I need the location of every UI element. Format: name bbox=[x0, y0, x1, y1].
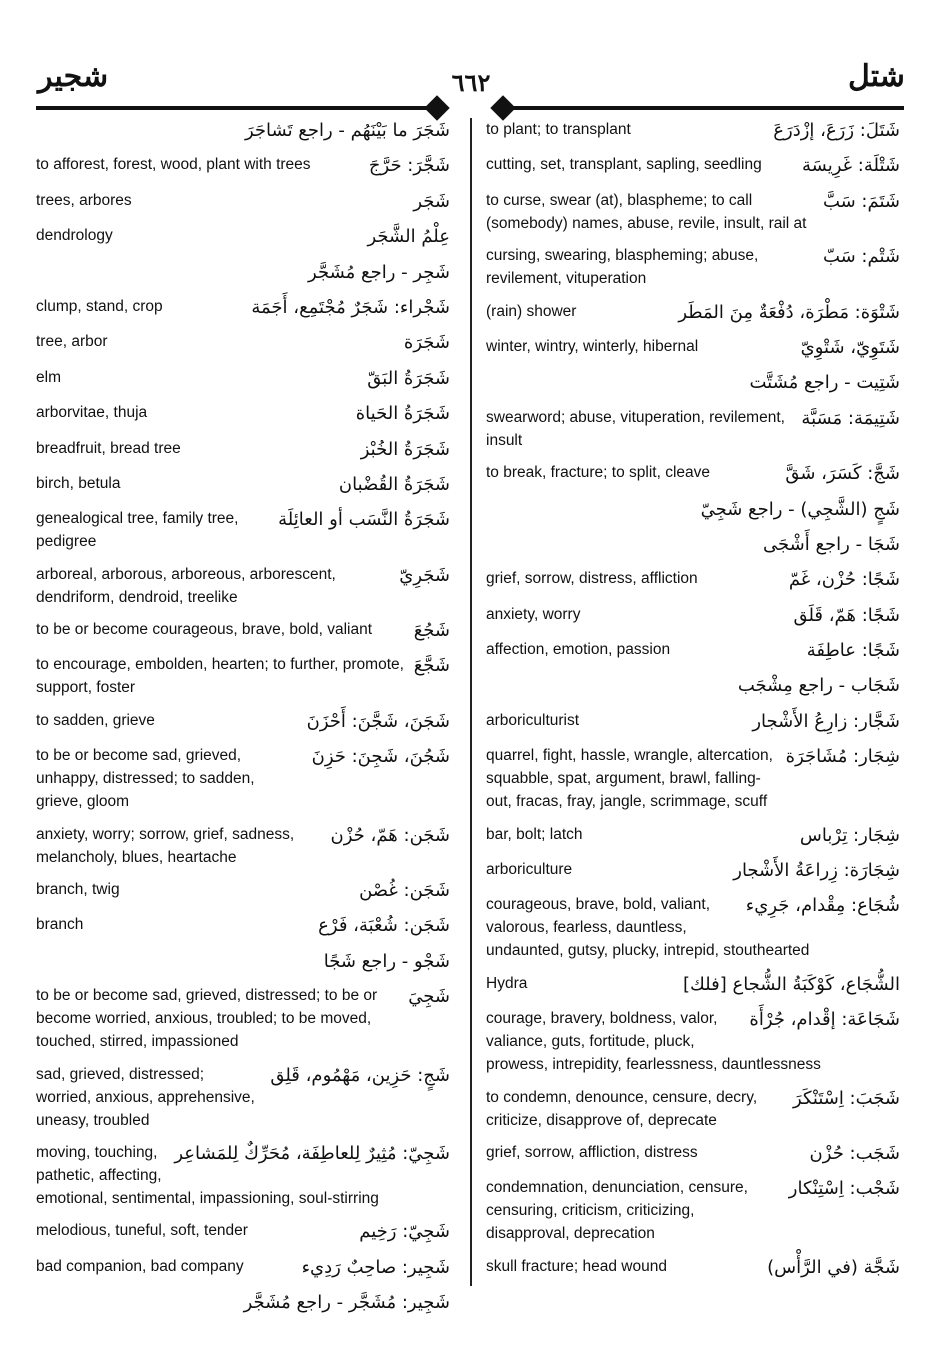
arabic-headword: شَجَّرَ: حَرَّجَ bbox=[368, 155, 450, 177]
arabic-headword: شَجُعَ bbox=[413, 620, 450, 642]
dictionary-entry bbox=[36, 330, 450, 356]
dictionary-entry bbox=[36, 709, 450, 735]
dictionary-entry bbox=[486, 335, 900, 361]
dictionary-entry bbox=[36, 563, 450, 609]
english-definition: breadfruit, bread tree bbox=[36, 439, 181, 457]
arabic-headword: شَجَّار: زارِعُ الأَشْجار bbox=[752, 710, 900, 732]
english-definition: elm bbox=[36, 368, 61, 386]
dictionary-entry bbox=[486, 1176, 900, 1245]
left-column bbox=[36, 118, 450, 1326]
english-definition: swearword; abuse, vituperation, revilement, insult bbox=[486, 408, 785, 449]
arabic-headword: شَتَلَ: زَرَعَ، إزْدَرَعَ bbox=[773, 120, 900, 141]
arabic-headword: شَجَرَةُ القُضْبان bbox=[338, 473, 450, 495]
arabic-headword: شَجِر - راجع مُشَجَّر bbox=[308, 261, 450, 283]
english-definition: arboriculturist bbox=[486, 711, 580, 729]
arabic-headword: شَتْوَة: مَطْرَة، دُفْعَةٌ مِنَ المَطَر bbox=[678, 301, 900, 323]
english-definition: moving, touching, pathetic, affecting, emotional, sentimental, impassioning, soul-stirring bbox=[36, 1143, 379, 1207]
arabic-headword: شَجًا: عاطِفَة bbox=[806, 640, 900, 662]
dictionary-entry bbox=[36, 472, 450, 498]
arabic-headword: شَجَن: هَمّ، حُزْن bbox=[330, 824, 450, 846]
english-definition: cutting, set, transplant, sapling, seedling bbox=[486, 156, 762, 174]
english-definition: courage, bravery, boldness, valor, valiance, guts, fortitude, pluck, prowess, intrepidity, fearlessness, dauntlessness bbox=[486, 1010, 821, 1074]
arabic-headword: شَجًا: هَمّ، قَلَق bbox=[793, 604, 900, 626]
dictionary-entry bbox=[486, 709, 900, 735]
english-definition: arboreal, arborous, arboreous, arborescent, dendriform, dendroid, treelike bbox=[36, 565, 336, 606]
arabic-headword: شَجِيّ: رَخِيم bbox=[359, 1221, 450, 1243]
arabic-headword: شَجِير: مُشَجَّر - راجع مُشَجَّر bbox=[243, 1292, 450, 1314]
arabic-headword: شَجَا - راجع أَشْجَى bbox=[763, 533, 900, 555]
arabic-headword: شَتْم: سَبّ bbox=[822, 246, 900, 268]
english-definition: to be or become sad, grieved, unhappy, distressed; to sadden, grieve, gloom bbox=[36, 747, 255, 811]
arabic-headword: شَتَمَ: سَبَّ bbox=[822, 190, 900, 212]
arabic-headword: شَجْراء: شَجَرٌ مُجْتَمِع، أَجَمَة bbox=[251, 296, 450, 318]
dictionary-entry bbox=[486, 118, 900, 144]
arabic-headword: شَجَاعَة: إقْدام، جُرْأَة bbox=[749, 1009, 900, 1031]
arabic-headword: شَتِيمَة: مَسَبَّة bbox=[801, 407, 900, 429]
arabic-headword: شَجَّة (في الرَّأْس) bbox=[767, 1256, 900, 1278]
english-definition: bad companion, bad company bbox=[36, 1257, 244, 1275]
arabic-headword: شَجْو - راجع شَجًا bbox=[323, 950, 450, 972]
dictionary-entry bbox=[486, 744, 900, 813]
dictionary-entry bbox=[36, 878, 450, 904]
arabic-headword: شَجَّعَ bbox=[413, 655, 450, 677]
arabic-headword: شَجَرَة bbox=[403, 332, 450, 354]
english-definition: (rain) shower bbox=[486, 302, 577, 320]
dictionary-entry bbox=[486, 461, 900, 487]
dictionary-entry bbox=[486, 567, 900, 593]
arabic-headword: الشُّجَاع، كَوْكَبَةُ الشُّجاع [فلك] bbox=[682, 973, 900, 995]
dictionary-entry bbox=[486, 406, 900, 452]
english-definition: quarrel, fight, hassle, wrangle, altercation, squabble, spat, argument, brawl, falling-out, fracas, fray, jangle, scrimmage, scuff bbox=[486, 747, 773, 811]
arabic-headword: شَجَر bbox=[413, 190, 450, 212]
dictionary-entry bbox=[486, 153, 900, 179]
header-word-left: شجير bbox=[38, 59, 109, 94]
english-definition: branch bbox=[36, 916, 84, 934]
english-definition: bar, bolt; latch bbox=[486, 825, 583, 843]
arabic-headword: شَجٍ: حَزِين، مَهْمُوم، قَلِق bbox=[270, 1064, 450, 1086]
dictionary-entry bbox=[36, 1219, 450, 1245]
dictionary-entry bbox=[36, 189, 450, 215]
dictionary-entry bbox=[486, 532, 900, 558]
arabic-headword: شَتَوِيّ، شَتْوِيّ bbox=[800, 336, 900, 358]
arabic-headword: شَجَب: حُزْن bbox=[809, 1142, 900, 1164]
dictionary-entry bbox=[36, 507, 450, 553]
arabic-headword: عِلْمُ الشَّجَر bbox=[367, 226, 450, 248]
english-definition: to curse, swear (at), blaspheme; to call (somebody) names, abuse, revile, insult, rail at bbox=[486, 191, 807, 232]
dictionary-entry bbox=[486, 893, 900, 962]
english-definition: melodious, tuneful, soft, tender bbox=[36, 1222, 248, 1240]
arabic-headword: شَجَرَةُ الحَياة bbox=[355, 403, 450, 425]
header-rule-right bbox=[504, 106, 904, 110]
dictionary-entry bbox=[486, 1255, 900, 1281]
dictionary-entry bbox=[486, 189, 900, 235]
dictionary-entry bbox=[36, 260, 450, 286]
english-definition: grief, sorrow, affliction, distress bbox=[486, 1143, 698, 1161]
dictionary-entry bbox=[486, 823, 900, 849]
english-definition: to be or become courageous, brave, bold, valiant bbox=[36, 621, 373, 639]
header-word-right: شتل bbox=[848, 59, 905, 94]
dictionary-entry bbox=[36, 1255, 450, 1281]
dictionary-entry bbox=[486, 497, 900, 523]
arabic-headword: شِجَار: تِرْباس bbox=[799, 824, 900, 846]
arabic-headword: شَجِيَ bbox=[408, 986, 450, 1008]
english-definition: branch, twig bbox=[36, 881, 120, 899]
arabic-headword: شَجَرَةُ البَقّ bbox=[367, 367, 450, 389]
arabic-headword: شَجُنَ، شَجِنَ: حَزِنَ bbox=[311, 746, 450, 768]
english-definition: to encourage, embolden, hearten; to further, promote, support, foster bbox=[36, 656, 404, 697]
dictionary-entry bbox=[486, 370, 900, 396]
english-definition: genealogical tree, family tree, pedigree bbox=[36, 510, 239, 551]
arabic-headword: شَجِيّ: مُثِيرٌ لِلعاطِفَة، مُحَرِّكٌ لِلمَشاعِر bbox=[174, 1142, 450, 1164]
english-definition: birch, betula bbox=[36, 474, 121, 492]
arabic-headword: شَجْب: اِسْتِنْكار bbox=[788, 1178, 900, 1200]
dictionary-entry bbox=[486, 300, 900, 326]
dictionary-entry bbox=[36, 653, 450, 699]
dictionary-entry bbox=[36, 153, 450, 179]
arabic-headword: شَجَرِيّ bbox=[399, 564, 450, 586]
english-definition: affection, emotion, passion bbox=[486, 641, 671, 659]
dictionary-entry bbox=[36, 1141, 450, 1210]
arabic-headword: شَجَن: شُعْبَة، فَرْع bbox=[318, 915, 450, 937]
header-rule-left bbox=[36, 106, 436, 110]
dictionary-entry bbox=[36, 1290, 450, 1316]
arabic-headword: شَتِيت - راجع مُشَتَّت bbox=[749, 372, 900, 394]
english-definition: anxiety, worry bbox=[486, 605, 581, 623]
arabic-headword: شَجَرَةُ الخُبْز bbox=[360, 438, 450, 460]
english-definition: clump, stand, crop bbox=[36, 297, 163, 315]
english-definition: winter, wintry, winterly, hibernal bbox=[486, 337, 699, 355]
english-definition: arborvitae, thuja bbox=[36, 404, 148, 422]
english-definition: anxiety, worry; sorrow, grief, sadness, melancholy, blues, heartache bbox=[36, 825, 295, 866]
english-definition: to plant; to transplant bbox=[486, 121, 631, 138]
arabic-headword: شَجٍ (الشَّجِي) - راجع شَجِيّ bbox=[700, 498, 900, 520]
dictionary-entry bbox=[36, 984, 450, 1053]
english-definition: arboriculture bbox=[486, 861, 573, 879]
english-definition: condemnation, denunciation, censure, censuring, criticism, criticizing, disapproval, deprecation bbox=[486, 1179, 748, 1243]
dictionary-entry bbox=[36, 366, 450, 392]
header-diamond-left bbox=[424, 95, 449, 120]
dictionary-entry bbox=[486, 1007, 900, 1076]
english-definition: to be or become sad, grieved, distressed; to be or become worried, anxious, troubled; to be moved, touched, stirred, impassioned bbox=[36, 987, 378, 1051]
dictionary-entry bbox=[36, 744, 450, 813]
arabic-headword: شِجَار: مُشَاجَرَة bbox=[785, 746, 900, 768]
english-definition: grief, sorrow, distress, affliction bbox=[486, 570, 698, 588]
english-definition: dendrology bbox=[36, 227, 113, 245]
english-definition: courageous, brave, bold, valiant, valorous, fearless, dauntless, undaunted, gutsy, plucky, intrepid, stouthearted bbox=[486, 896, 810, 960]
dictionary-entry bbox=[486, 638, 900, 664]
dictionary-entry bbox=[36, 401, 450, 427]
arabic-headword: شَجًا: حُزْن، غَمّ bbox=[788, 569, 900, 591]
arabic-headword: شَجَن: غُصْن bbox=[359, 880, 450, 902]
english-definition: to afforest, forest, wood, plant with trees bbox=[36, 156, 311, 174]
english-definition: to sadden, grieve bbox=[36, 711, 155, 729]
english-definition: cursing, swearing, blaspheming; abuse, revilement, vituperation bbox=[486, 247, 759, 288]
english-definition: sad, grieved, distressed; worried, anxious, apprehensive, uneasy, troubled bbox=[36, 1065, 255, 1129]
dictionary-entry bbox=[36, 618, 450, 644]
arabic-headword: شَجَرَةُ النَّسَب أو العائِلَة bbox=[278, 509, 450, 531]
dictionary-entry bbox=[36, 118, 450, 144]
english-definition: to condemn, denounce, censure, decry, criticize, disapprove of, deprecate bbox=[486, 1088, 758, 1129]
dictionary-entry bbox=[486, 972, 900, 998]
arabic-headword: شَجَنَ، شَجَّنَ: أَحْزَنَ bbox=[306, 710, 450, 732]
dictionary-entry bbox=[486, 244, 900, 290]
right-column bbox=[486, 118, 900, 1290]
arabic-headword: شِجَارَة: زِراعَةُ الأَشْجار bbox=[733, 860, 900, 882]
dictionary-entry bbox=[36, 437, 450, 463]
english-definition: trees, arbores bbox=[36, 191, 132, 209]
dictionary-entry bbox=[486, 1086, 900, 1132]
english-definition: Hydra bbox=[486, 974, 528, 992]
dictionary-entry bbox=[36, 949, 450, 975]
page-number: ٦٦٢ bbox=[451, 68, 491, 97]
dictionary-entry bbox=[36, 224, 450, 250]
dictionary-entry bbox=[36, 295, 450, 321]
dictionary-entry bbox=[486, 603, 900, 629]
dictionary-entry bbox=[486, 673, 900, 699]
dictionary-entry bbox=[486, 858, 900, 884]
arabic-headword: شَجَبَ: اِسْتَنْكَرَ bbox=[793, 1087, 900, 1109]
arabic-headword: شَتْلَة: غَرِيسَة bbox=[802, 155, 900, 177]
arabic-headword: شَجَرَ ما بَيْنَهُم - راجع تَشاجَرَ bbox=[244, 120, 450, 141]
arabic-headword: شَجَّ: كَسَرَ، شَقَّ bbox=[785, 463, 900, 485]
english-definition: to break, fracture; to split, cleave bbox=[486, 464, 710, 482]
english-definition: tree, arbor bbox=[36, 333, 108, 351]
dictionary-entry bbox=[36, 913, 450, 939]
arabic-headword: شَجَاب - راجع مِشْجَب bbox=[737, 675, 900, 697]
dictionary-entry bbox=[36, 823, 450, 869]
dictionary-entry bbox=[486, 1141, 900, 1167]
arabic-headword: شَجِير: صاحِبٌ رَدِيء bbox=[301, 1256, 450, 1278]
dictionary-entry bbox=[36, 1063, 450, 1132]
english-definition: skull fracture; head wound bbox=[486, 1257, 667, 1275]
arabic-headword: شُجَاع: مِقْدام، جَرِيء bbox=[745, 895, 900, 917]
column-divider bbox=[470, 118, 472, 1286]
